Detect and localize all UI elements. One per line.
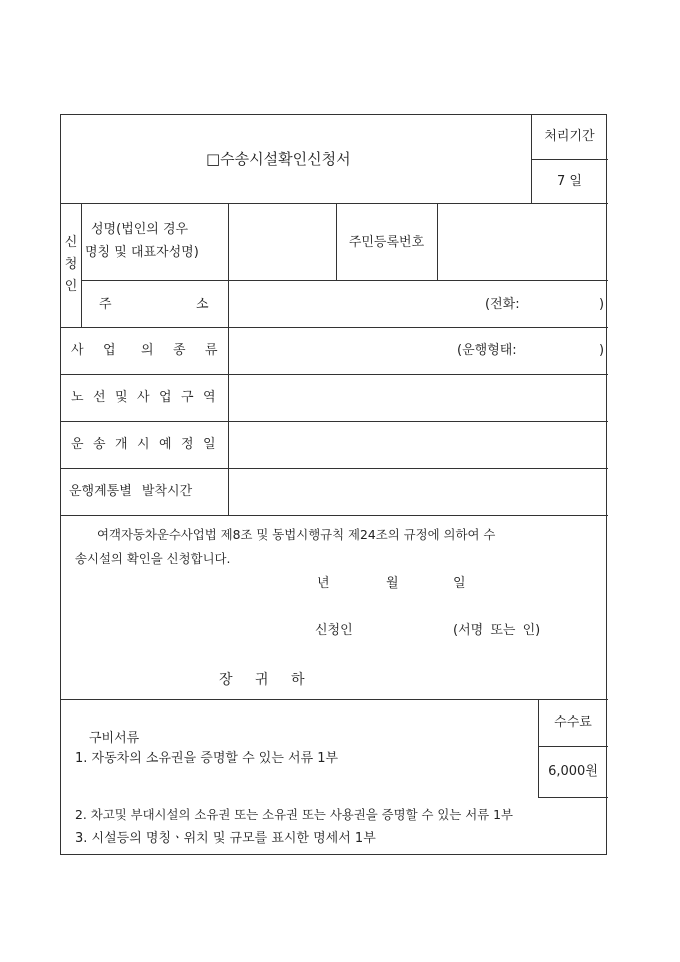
divider: [81, 203, 82, 327]
divider: [61, 374, 608, 375]
divider: [61, 468, 608, 469]
divider: [538, 699, 539, 797]
business-type-label-char: 사: [71, 343, 84, 358]
sign-or-seal-label: (서명 또는 인): [453, 623, 541, 638]
route-label-char: 및: [115, 390, 128, 405]
name-label: 명칭 및 대표자성명): [85, 245, 199, 260]
route-label-char: 구: [181, 390, 194, 405]
processing-period-value: 7 일: [557, 174, 582, 189]
fee-value: 6,000원: [548, 764, 598, 779]
route-label-char: 사: [137, 390, 150, 405]
document-item: 3. 시설등의 명칭ㆍ위치 및 규모를 표시한 명세서 1부: [75, 831, 376, 846]
route-label-char: 노: [71, 390, 84, 405]
fee-label: 수수료: [554, 715, 592, 730]
date-year-label: 년: [317, 576, 330, 591]
divider: [228, 203, 229, 515]
divider: [81, 280, 608, 281]
operation-type-label: (운행형태:: [457, 343, 517, 358]
start-date-label-char: 개: [115, 437, 128, 452]
date-month-label: 월: [386, 576, 399, 591]
start-date-label-char: 송: [93, 437, 106, 452]
route-label-char: 선: [93, 390, 106, 405]
start-date-label-char: 예: [159, 437, 172, 452]
business-type-label-char: 의: [141, 343, 154, 358]
application-form: [60, 114, 607, 855]
applicant-sign-label: 신청인: [315, 623, 353, 638]
name-label: 성명(법인의 경우: [91, 222, 189, 237]
applicant-label-char: 신: [64, 235, 78, 250]
date-day-label: 일: [453, 576, 466, 591]
divider: [531, 159, 608, 160]
divider: [538, 746, 608, 747]
start-date-label-char: 시: [137, 437, 150, 452]
applicant-label-char: 인: [64, 279, 78, 294]
document-item: 2. 차고및 부대시설의 소유권 또는 소유권 또는 사용권을 증명할 수 있는 서류 1부: [75, 807, 514, 822]
documents-title: 구비서류: [89, 731, 140, 746]
divider: [61, 421, 608, 422]
divider: [437, 203, 438, 280]
business-type-label-char: 류: [205, 343, 218, 358]
start-date-label-char: 운: [71, 437, 84, 452]
divider: [61, 203, 608, 204]
applicant-label-char: 청: [64, 257, 78, 272]
business-type-label-char: 종: [173, 343, 186, 358]
divider: [538, 797, 608, 798]
operation-close: ): [599, 343, 605, 358]
divider: [61, 515, 608, 516]
divider: [61, 699, 608, 700]
statement-text: 여객자동차운수사업법 제8조 및 동법시행규칙 제24조의 규정에 의하여 수: [97, 527, 496, 542]
start-date-label-char: 일: [203, 437, 216, 452]
start-date-label-char: 정: [181, 437, 194, 452]
business-type-label-char: 업: [103, 343, 116, 358]
address-label: 소: [196, 297, 209, 312]
divider: [61, 327, 608, 328]
form-title: □수송시설확인신청서: [206, 150, 351, 168]
address-label: 주: [99, 297, 112, 312]
route-label-char: 업: [159, 390, 172, 405]
document-item: 1. 자동차의 소유권을 증명할 수 있는 서류 1부: [75, 751, 339, 766]
processing-period-label: 처리기간: [544, 129, 595, 144]
statement-text: 송시설의 확인을 신청합니다.: [75, 551, 231, 566]
route-label-char: 역: [203, 390, 216, 405]
resident-id-label: 주민등록번호: [348, 235, 425, 250]
phone-label: (전화:: [485, 297, 520, 312]
phone-close: ): [599, 297, 605, 312]
schedule-label: 운행계통별 발착시간: [69, 484, 193, 499]
addressee: 장 귀 하: [219, 672, 311, 688]
